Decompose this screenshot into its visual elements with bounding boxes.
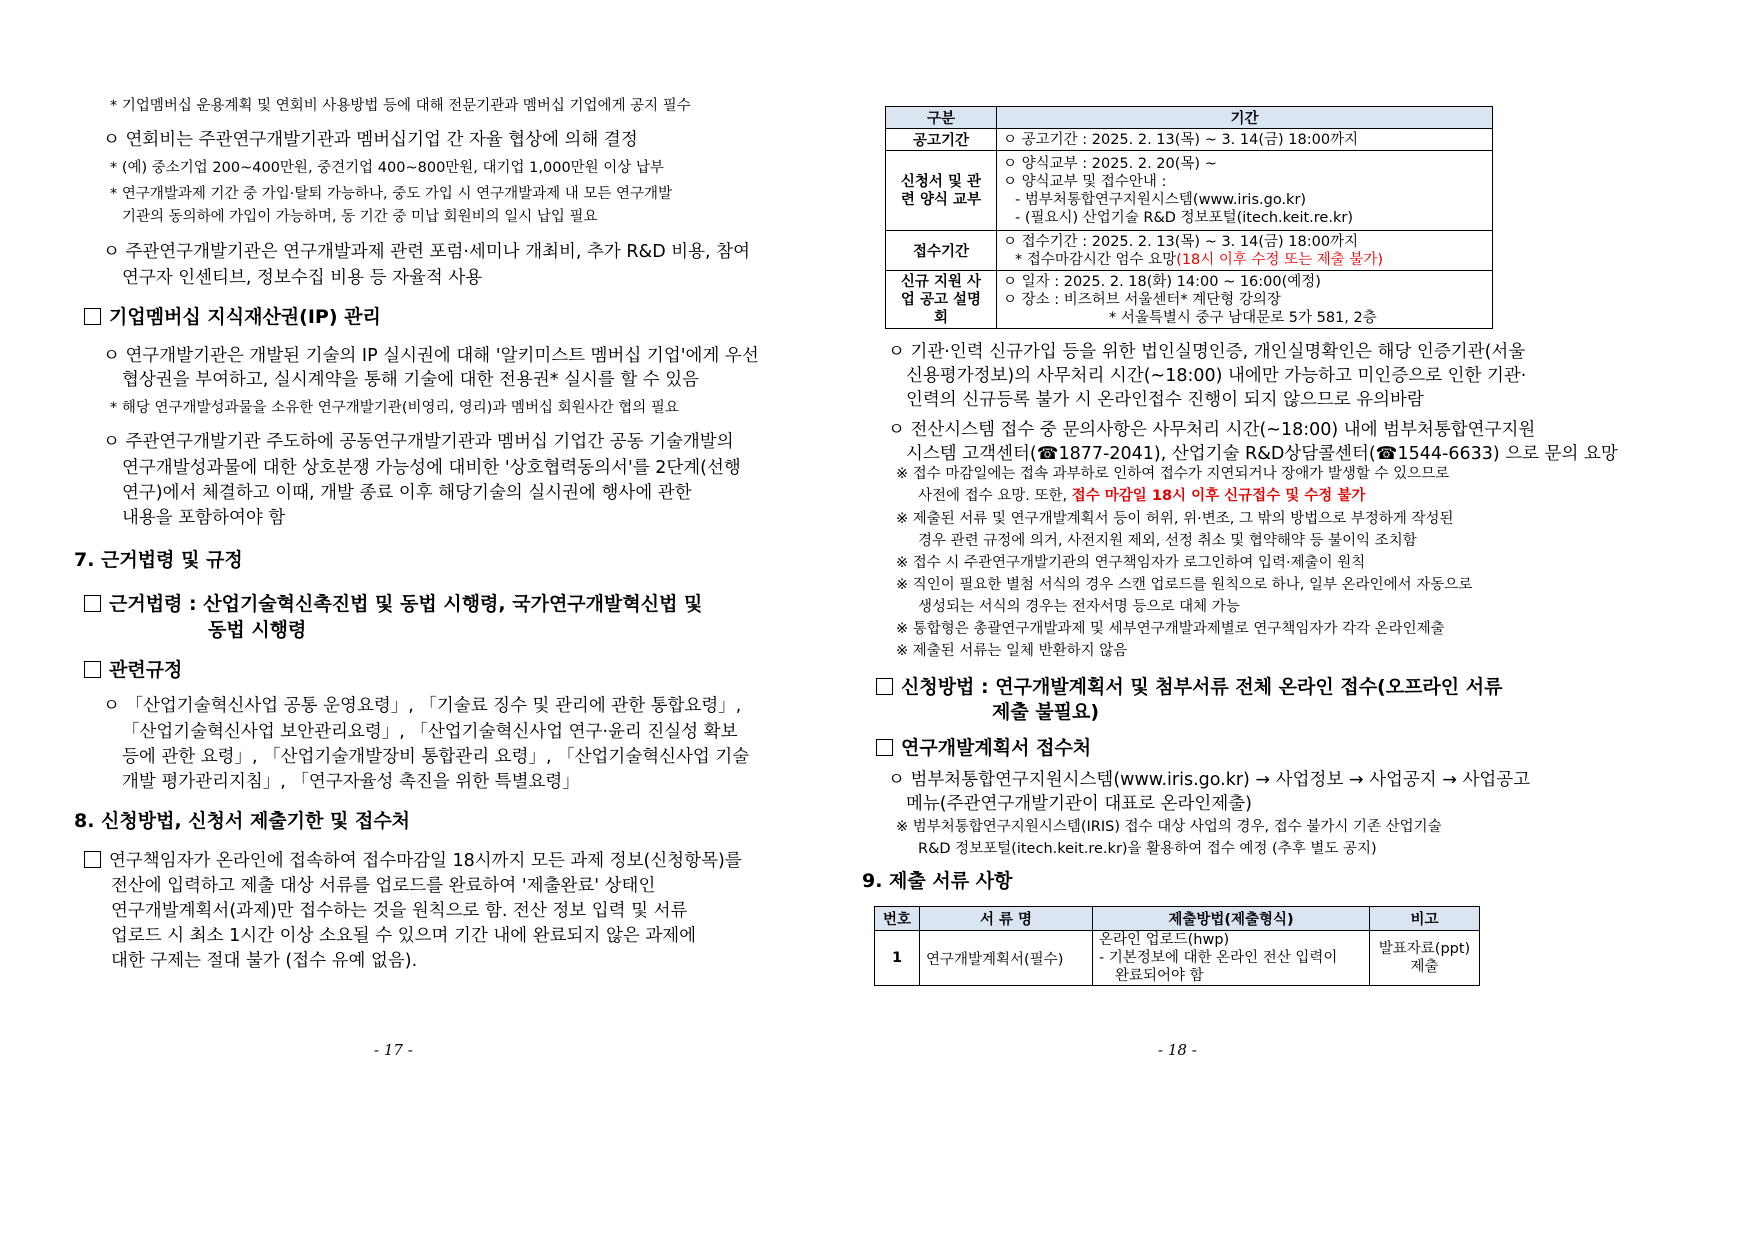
note-join-leave: * 연구개발과제 기간 중 가입·탈퇴 가능하나, 중도 가입 시 연구개발과제 내 모든 연구개발 [110,186,673,202]
schedule-cell-announcement [997,129,1493,151]
remark-iris-2: R&D 정보포털(itech.keit.re.kr)을 활용하여 접수 예정 (추후 별도 공지) [918,841,1377,857]
remark-deadline-overload: ※ 접수 마감일에는 접속 과부하로 인하여 접수가 지연되거나 장애가 발생할 수 있으므로 [896,466,1450,482]
remark-no-return: ※ 제출된 서류는 일체 반환하지 않음 [896,643,1128,659]
para-rules-1: ㅇ 「산업기술혁신사업 공통 운영요령」, 「기술료 징수 및 관리에 관한 통합요령」, [103,696,742,716]
left-page [0,0,876,1240]
para-ip-rights-cont: 협상권을 부여하고, 실시계약을 통해 기술에 대한 전용권* 실시를 할 수 있음 [122,370,700,390]
schedule-label-briefing: 신규 지원 사업 공고 설명회 [886,271,997,329]
documents-remarks-submit: 제출 [1410,959,1439,975]
heading-receipt-office [876,733,1091,760]
heading-application-method-cont: 제출 불필요) [992,701,1100,723]
checkbox-square-icon [876,678,893,695]
remark-deadline-overload-2 [918,484,1365,505]
para-inquiry-2: 시스템 고객센터(☎1877-2041), 산업기술 R&D상담콜센터(☎1544-6633) 으로 문의 요망 [906,444,1618,464]
para-usage-cont: 연구자 인센티브, 정보수집 비용 등 자율적 사용 [122,268,483,288]
heading-legal-basis-cont: 동법 시행령 [208,619,307,641]
para-joint-dev: ㅇ 주관연구개발기관 주도하에 공동연구개발기관과 멤버십 기업간 공동 기술개발의 [103,432,734,452]
documents-row [875,931,1480,986]
para-submission-rule-3: 연구개발계획서(과제)만 접수하는 것을 원칙으로 함. 전산 정보 입력 및 서류 [111,901,688,921]
para-iris-path-2: 메뉴(주관연구개발기관이 대표로 온라인제출) [906,794,1252,814]
schedule-header-category: 구분 [886,107,997,129]
heading-ip-management [84,302,381,329]
documents-header-remarks: 비고 [1370,907,1480,931]
note-join-leave-cont: 기관의 동의하에 가입이 가능하며, 동 기간 중 미납 회원비의 일시 납입 필요 [122,209,598,225]
checkbox-square-icon [84,661,101,678]
documents-cell-remarks [1370,931,1480,986]
page-number-17: - 17 - [374,1041,413,1059]
documents-method-upload: 온라인 업로드(hwp) [1099,932,1230,948]
remark-iris: ※ 범부처통합연구지원시스템(IRIS) 접수 대상 사업의 경우, 접수 불가시 기존 산업기술 [896,819,1442,835]
remark-login: ※ 접수 시 주관연구개발기관의 연구책임자가 로그인하여 입력·제출이 원칙 [896,555,1366,571]
heading-receipt-office-label: 연구개발계획서 접수처 [901,737,1092,759]
heading-ip-management-label: 기업멤버십 지식재산권(IP) 관리 [109,306,381,328]
receipt-deadline-note [1003,251,1486,269]
remark-integrated: ※ 통합형은 총괄연구개발과제 및 세부연구개발과제별로 연구책임자가 각각 온라인제출 [896,621,1445,637]
right-page [862,0,1753,1240]
checkbox-square-icon [84,308,101,325]
checkbox-square-icon [876,739,893,756]
heading-related-rules [84,655,182,682]
para-inquiry: ㅇ 전산시스템 접수 중 문의사항은 사무처리 시간(~18:00) 내에 범부처통합연구지원 [888,420,1536,440]
para-joint-dev-4: 내용을 포함하여야 함 [122,508,286,528]
para-annual-fee: ㅇ 연회비는 주관연구개발기관과 멤버십기업 간 자율 협상에 의해 결정 [103,130,638,150]
schedule-cell-briefing [997,271,1493,329]
remark-deadline-warning: 접수 마감일 18시 이후 신규접수 및 수정 불가 [1071,488,1366,504]
heading-application-method-label: 신청방법 : 연구개발계획서 및 첨부서류 전체 온라인 접수(오프라인 서류 [901,676,1503,698]
para-submission-rule-2: 전산에 입력하고 제출 대상 서류를 업로드를 완료하여 '제출완료' 상태인 [111,876,656,896]
documents-header-name: 서 류 명 [920,907,1093,931]
documents-method-note-2: 완료되어야 함 [1115,968,1204,984]
documents-cell-name: 연구개발계획서(필수) [920,931,1093,986]
documents-cell-number: 1 [875,931,920,986]
para-submission-rule-4: 업로드 시 최소 1시간 이상 소요될 수 있으며 기간 내에 완료되지 않은 과제에 [111,926,697,946]
receipt-period: ㅇ 접수기간 : 2025. 2. 13(목) ~ 3. 14(금) 18:00까지 [1003,233,1359,250]
para-joint-dev-3: 연구)에서 체결하고 이때, 개발 종료 이후 해당기술의 실시권에 행사에 관한 [122,483,692,503]
para-submission-rule-1: 연구책임자가 온라인에 접속하여 접수마감일 18시까지 모든 과제 정보(신청항목)를 [109,851,742,871]
schedule-row-briefing [886,271,1493,329]
schedule-row-announcement [886,129,1493,151]
heading-related-rules-label: 관련규정 [109,659,183,681]
note-ip-agreement: * 해당 연구개발성과물을 소유한 연구개발기관(비영리, 영리)과 멤버십 회원사간 협의 필요 [110,400,679,416]
remark-seal: ※ 직인이 필요한 별첨 서식의 경우 스캔 업로드를 원칙으로 하나, 일부 온라인에서 자동으로 [896,577,1473,593]
schedule-row-forms [886,151,1493,231]
schedule-row-receipt [886,231,1493,271]
remark-seal-2: 생성되는 서식의 경우는 전자서명 등으로 대체 가능 [918,599,1240,615]
para-rules-3: 등에 관한 요령」, 「산업기술개발장비 통합관리 요령」, 「산업기술혁신사업 기술 [122,747,750,767]
schedule-label-forms: 신청서 및 관련 양식 교부 [886,151,997,231]
section-7-title: 7. 근거법령 및 규정 [74,549,243,571]
para-ip-rights: ㅇ 연구개발기관은 개발된 기술의 IP 실시권에 대해 '알키미스트 멤버십 기업'에게 우선 [103,346,759,366]
para-usage: ㅇ 주관연구개발기관은 연구개발과제 관련 포럼·세미나 개최비, 추가 R&D 비용, 참여 [103,242,750,262]
receipt-deadline-text: * 접수마감시간 엄수 요망 [1015,251,1177,268]
section-9-title: 9. 제출 서류 사항 [862,870,1013,892]
heading-application-method [876,672,1502,699]
note-fee-example: * (예) 중소기업 200~400만원, 중견기업 400~800만원, 대기업 1,000만원 이상 납부 [110,160,664,176]
checkbox-square-icon [84,851,101,868]
heading-legal-basis-label: 근거법령 : 산업기술혁신촉진법 및 동법 시행령, 국가연구개발혁신법 및 [109,593,703,615]
remark-deadline-text: 사전에 접수 요망. 또한, [918,488,1072,504]
briefing-date: ㅇ 일자 : 2025. 2. 18(화) 14:00 ~ 16:00(예정) [1003,273,1321,290]
schedule-cell-forms [997,151,1493,231]
forms-guide: ㅇ 양식교부 및 접수안내 : [1003,173,1167,190]
page-number-18: - 18 - [1158,1041,1197,1059]
para-joint-dev-2: 연구개발성과물에 대한 상호분쟁 가능성에 대비한 '상호협력동의서'를 2단계(선행 [122,458,741,478]
para-rules-4: 개발 평가관리지침」, 「연구자율성 촉진을 위한 특별요령」 [122,772,580,792]
schedule-announcement-period: ㅇ 공고기간 : 2025. 2. 13(목) ~ 3. 14(금) 18:00까지 [1003,131,1359,148]
para-verification-2: 신용평가정보)의 사무처리 시간(~18:00) 내에만 가능하고 미인증으로 인한 기관· [906,366,1527,386]
note-membership-notice: * 기업멤버십 운용계획 및 연회비 사용방법 등에 대해 전문기관과 멤버십 기업에게 공지 필수 [110,98,691,114]
forms-itech-link: - (필요시) 산업기술 R&D 정보포털(itech.keit.re.kr) [1015,209,1353,226]
schedule-label-announcement: 공고기간 [886,129,997,151]
para-verification-3: 인력의 신규등록 불가 시 온라인접수 진행이 되지 않으므로 유의바람 [906,390,1424,410]
para-rules-2: 「산업기술혁신사업 보안관리요령」, 「산업기술혁신사업 연구·윤리 진실성 확보 [122,722,738,742]
receipt-deadline-warning: (18시 이후 수정 또는 제출 불가) [1176,251,1384,268]
forms-date: ㅇ 양식교부 : 2025. 2. 20(목) ~ [1003,155,1217,172]
schedule-label-receipt: 접수기간 [886,231,997,271]
forms-iris-link: - 범부처통합연구지원시스템(www.iris.go.kr) [1015,191,1307,208]
documents-cell-method [1093,931,1370,986]
para-iris-path: ㅇ 범부처통합연구지원시스템(www.iris.go.kr) → 사업정보 → 사업공지 → 사업공고 [888,770,1531,790]
schedule-cell-receipt [997,231,1493,271]
documents-header-method: 제출방법(제출형식) [1093,907,1370,931]
checkbox-square-icon [84,595,101,612]
section-8-title: 8. 신청방법, 신청서 제출기한 및 접수처 [74,810,411,832]
para-submission-rule [84,847,742,872]
heading-legal-basis [84,589,702,616]
remark-falsification-2: 경우 관련 규정에 의거, 사전지원 제외, 선정 취소 및 협약해약 등 불이익 조치함 [918,533,1417,549]
schedule-table [885,106,1493,329]
briefing-place: ㅇ 장소 : 비즈허브 서울센터* 계단형 강의장 [1003,291,1281,308]
documents-table [874,906,1480,986]
documents-header-number: 번호 [875,907,920,931]
schedule-header-period: 기간 [997,107,1493,129]
documents-remarks-ppt: 발표자료(ppt) [1378,941,1471,957]
briefing-address: * 서울특별시 중구 남대문로 5가 581, 2층 [1109,309,1377,326]
para-submission-rule-5: 대한 구제는 절대 불가 (접수 유예 없음). [111,951,418,971]
documents-method-note: - 기본정보에 대한 온라인 전산 입력이 [1099,950,1338,966]
para-verification: ㅇ 기관·인력 신규가입 등을 위한 법인실명인증, 개인실명확인은 해당 인증기관(서울 [888,342,1526,362]
remark-falsification: ※ 제출된 서류 및 연구개발계획서 등이 허위, 위·변조, 그 밖의 방법으로 부정하게 작성된 [896,511,1454,527]
